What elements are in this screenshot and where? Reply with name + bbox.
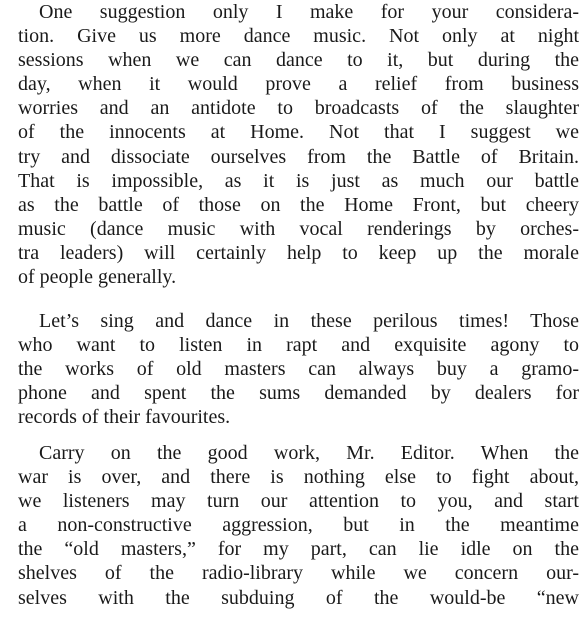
text-line: music (dance music with vocal renderings by orches- (18, 217, 579, 240)
text-line: Carry on the good work, Mr. Editor. When the (39, 442, 579, 464)
paragraph (18, 0, 579, 289)
text-line: Let’s sing and dance in these perilous times! Those (39, 310, 579, 332)
text-line: the “old masters,” for my part, can lie idle on the (18, 538, 579, 561)
text-line: tra leaders) will certainly help to keep up the morale (18, 241, 579, 264)
text-line: who want to listen in rapt and exquisite agony to (18, 334, 579, 357)
text-line: of the innocents at Home. Not that I suggest we (18, 121, 579, 144)
text-line: shelves of the radio-library while we concern our- (18, 562, 579, 585)
text-line: records of their favourites. (18, 406, 231, 429)
paragraph (18, 441, 579, 610)
text-line: day, when it would prove a relief from business (18, 73, 579, 96)
text-line: selves with the subduing of the would-be “new (18, 586, 579, 609)
text-line: the works of old masters can always buy a gramo- (18, 358, 579, 381)
text-line: phone and spent the sums demanded by dealers for (18, 382, 579, 405)
text-line: a non-constructive aggression, but in the meantime (18, 514, 579, 537)
text-line: try and dissociate ourselves from the Battle of Britain. (18, 145, 579, 168)
text-line: That is impossible, as it is just as much our battle (18, 169, 579, 192)
text-line: as the battle of those on the Home Front, but cheery (18, 193, 579, 216)
text-line: we listeners may turn our attention to you, and start (18, 490, 579, 513)
text-line: sessions when we can dance to it, but during the (18, 49, 579, 72)
text-line: worries and an antidote to broadcasts of the slaughter (18, 97, 579, 120)
text-line: of people generally. (18, 266, 177, 289)
text-line: war is over, and there is nothing else to fight about, (18, 466, 579, 489)
paragraph (18, 309, 579, 429)
text-line: tion. Give us more dance music. Not only at night (18, 25, 579, 48)
text-line: One suggestion only I make for your considera- (39, 1, 579, 23)
